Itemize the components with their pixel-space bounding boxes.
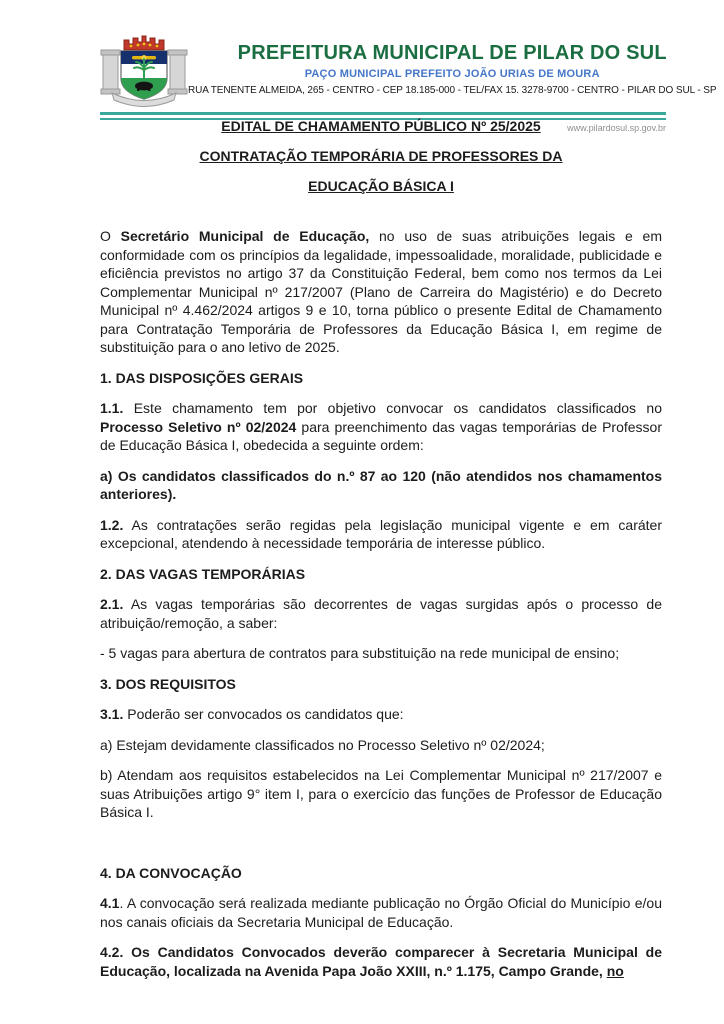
paragraph-1-1: 1.1. Este chamamento tem por objetivo convocar os candidatos classificados no Processo Seletivo nº 02/2024 para preenchimento das vagas temporárias de Professor de Educação Básica I, obedecida a seguinte ordem: <box>100 400 662 453</box>
section-3-heading: 3. DOS REQUISITOS <box>100 675 236 692</box>
paragraph-1-2: 1.2. As contratações serão regidas pela legislação municipal vigente e em caráter excepcional, atendendo à necessidade temporária de interesse público. <box>100 516 662 551</box>
coat-of-arms-logo <box>100 34 188 108</box>
document-title <box>100 118 662 195</box>
paragraph-1-a: a) Os candidatos classificados do n.º 87 ao 120 (não atendidos nos chamamentos anteriores). <box>100 467 662 502</box>
paragraph-4-2: 4.2. Os Candidatos Convocados deverão comparecer à Secretaria Municipal de Educação, localizada na Avenida Papa João XXIII, n.º 1.175, Campo Grande, no <box>100 944 662 979</box>
title-line-1: EDITAL DE CHAMAMENTO PÚBLICO Nº 25/2025 <box>221 118 541 134</box>
title-line-3: EDUCAÇÃO BÁSICA I <box>308 178 454 194</box>
section-1-heading: 1. DAS DISPOSIÇÕES GERAIS <box>100 369 304 386</box>
section-4-heading: 4. DA CONVOCAÇÃO <box>100 864 242 881</box>
paragraph-4-1: 4.1. A convocação será realizada mediante publicação no Órgão Oficial do Município e/ou nos canais oficiais da Secretaria Municipal de Educação. <box>100 895 662 930</box>
document-body <box>100 118 662 992</box>
paragraph-3-1-b: b) Atendam aos requisitos estabelecidos na Lei Complementar Municipal nº 217/2007 e suas Atribuições artigo 9° item I, para o exercício das funções de Professor de Educação Básica I. <box>100 767 662 820</box>
address-line: RUA TENENTE ALMEIDA, 265 - CENTRO - CEP 18.185-000 - TEL/FAX 15. 3278-9700 - CENTRO - PILAR DO SUL - SP <box>188 85 717 96</box>
title-line-2: CONTRATAÇÃO TEMPORÁRIA DE PROFESSORES DA <box>199 148 563 164</box>
website-url: www.pilardosul.sp.gov.br <box>567 123 666 133</box>
building-name: PAÇO MUNICIPAL PREFEITO JOÃO URIAS DE MOURA <box>304 68 600 80</box>
paragraph-3-1-a: a) Estejam devidamente classificados no Processo Seletivo nº 02/2024; <box>100 736 545 753</box>
paragraph-vagas-item: - 5 vagas para abertura de contratos para substituição na rede municipal de ensino; <box>100 645 620 661</box>
intro-paragraph: O Secretário Municipal de Educação, no uso de suas atribuições legais e em conformidade com os princípios da legalidade, impessoalidade, moralidade, publicidade e eficiência previstos no artigo 37 da Constituição Federal, bem como nos termos da Lei Complementar Municipal nº 217/2007 (Plano de Carreira do Magistério) e do Decreto Municipal nº 4.462/2024 artigos 9 e 10, torna público o presente Edital de Chamamento para Contratação Temporária de Professores da Educação Básica I, em regime de substituição para o ano letivo de 2025. <box>100 228 663 355</box>
paragraph-2-1: 2.1. As vagas temporárias são decorrentes de vagas surgidas após o processo de atribuição/remoção, a saber: <box>100 596 662 631</box>
org-name: PREFEITURA MUNICIPAL DE PILAR DO SUL <box>237 42 667 64</box>
paragraph-3-1: 3.1. Poderão ser convocados os candidatos que: <box>100 706 404 722</box>
coat-of-arms-icon <box>100 34 188 108</box>
section-2-heading: 2. DAS VAGAS TEMPORÁRIAS <box>100 565 306 582</box>
